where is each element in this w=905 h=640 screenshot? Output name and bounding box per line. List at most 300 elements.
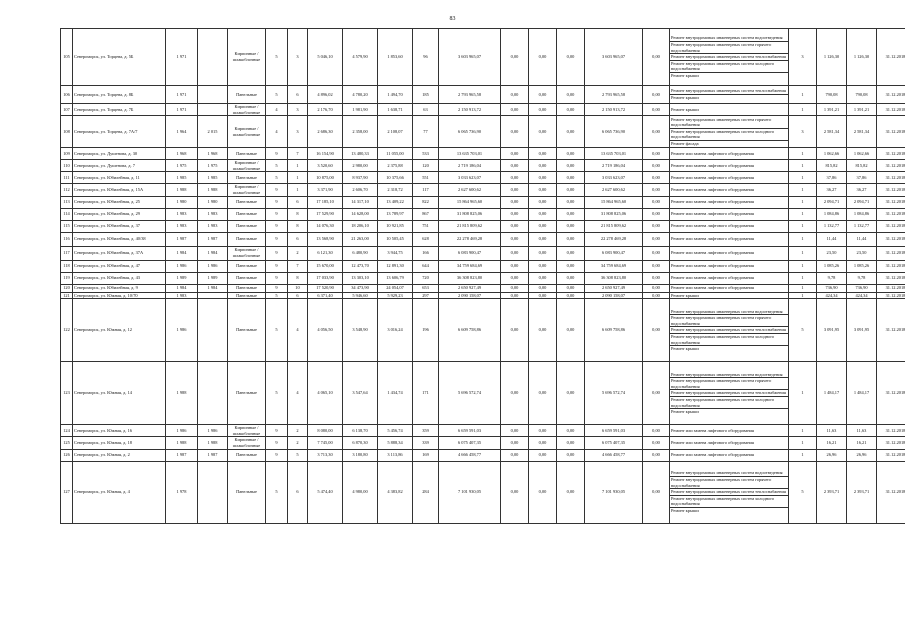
total-area: 13 568,90	[308, 232, 343, 246]
entrances-count: 8	[288, 272, 308, 284]
cost-owners: 2 719 186,04	[585, 160, 643, 172]
cost-local: 0,00	[557, 299, 585, 362]
renovation-year: 1 985	[198, 172, 228, 184]
cost-regional: 0,00	[529, 104, 557, 116]
entrances-count: 5	[288, 449, 308, 461]
cost-fund: 0,00	[501, 220, 529, 232]
cost-other: 0,00	[643, 272, 670, 284]
renovation-year: 1 984	[198, 246, 228, 260]
total-area: 8 080,00	[308, 425, 343, 437]
residents-count: 96	[413, 29, 439, 86]
entrances-count: 7	[288, 260, 308, 272]
address-cell: Североморск, ул. Южная, д. 2	[73, 449, 166, 461]
entrances-count: 4	[288, 299, 308, 362]
max-unit-cost: 1 062,66	[847, 148, 877, 160]
cost-owners: 31 808 825,06	[585, 208, 643, 220]
premises-area: 1 853,60	[378, 29, 413, 86]
unit-cost: 815,82	[817, 160, 847, 172]
renovation-year: 2 015	[198, 116, 228, 148]
unit-cost: 1 132,77	[817, 220, 847, 232]
cost-owners: 5 696 572,74	[585, 362, 643, 425]
address-cell: Североморск, ул. Южная, д. 12	[73, 299, 166, 362]
total-cost: 13 635 703,01	[439, 148, 501, 160]
cost-regional: 0,00	[529, 160, 557, 172]
row-number: 122	[61, 299, 73, 362]
works-count: 1	[789, 148, 817, 160]
entrances-count: 6	[288, 86, 308, 104]
premises-area: 10 375,66	[378, 172, 413, 184]
cost-local: 0,00	[557, 461, 585, 523]
living-area: 5 946,60	[343, 292, 378, 299]
works-count: 3	[789, 29, 817, 86]
work-item: Ремонт или замена лифтового оборудования	[671, 223, 754, 229]
renovation-year: 1 986	[198, 260, 228, 272]
row-number: 115	[61, 220, 73, 232]
work-item: Ремонт или замена лифтового оборудования	[671, 150, 754, 156]
total-area: 14 076,30	[308, 220, 343, 232]
address-cell: Североморск, ул. Южная, д. 16	[73, 425, 166, 437]
cost-local: 0,00	[557, 220, 585, 232]
works-count: 1	[789, 272, 817, 284]
table-row	[61, 425, 905, 437]
cost-other: 0,00	[643, 461, 670, 523]
cost-fund: 0,00	[501, 425, 529, 437]
construction-year: 1 980	[166, 196, 198, 208]
total-cost: 6 083 900,47	[439, 246, 501, 260]
entrances-count: 10	[288, 284, 308, 292]
unit-cost: 1 484,17	[817, 362, 847, 425]
cost-regional: 0,00	[529, 148, 557, 160]
residents-count: 63	[413, 104, 439, 116]
construction-year: 1 971	[166, 29, 198, 86]
cost-owners: 2 150 913,72	[585, 104, 643, 116]
completion-date: 31.12.2018	[877, 260, 905, 272]
total-cost: 22 278 469,28	[439, 232, 501, 246]
unit-cost: 1 084,86	[817, 208, 847, 220]
address-cell: Североморск, ул. Юбилейная, д. 25	[73, 196, 166, 208]
entrances-count: 3	[288, 116, 308, 148]
total-cost: 2 627 600,62	[439, 184, 501, 196]
cost-owners: 4 666 458,77	[585, 449, 643, 461]
wall-material: Панельные	[228, 449, 266, 461]
works-list	[670, 148, 789, 160]
cost-local: 0,00	[557, 246, 585, 260]
cost-local: 0,00	[557, 208, 585, 220]
max-unit-cost: 1 391,21	[847, 104, 877, 116]
residents-count: 551	[413, 172, 439, 184]
cost-owners: 6 065 736,90	[585, 116, 643, 148]
address-cell: Североморск, ул. Торцева, д. 7Б	[73, 104, 166, 116]
cost-local: 0,00	[557, 86, 585, 104]
completion-date: 31.12.2018	[877, 461, 905, 523]
wall-material: Панельные	[228, 284, 266, 292]
max-unit-cost: 424,34	[847, 292, 877, 299]
floors-count: 9	[266, 208, 288, 220]
residents-count: 166	[413, 246, 439, 260]
floors-count: 9	[266, 437, 288, 449]
work-item: Ремонт внутридомовых инженерных систем холодного водоснабжения	[670, 60, 788, 72]
works-count: 1	[789, 425, 817, 437]
construction-year: 1 984	[166, 246, 198, 260]
construction-year: 1 987	[166, 449, 198, 461]
floors-count: 5	[266, 461, 288, 523]
work-item: Ремонт или замена лифтового оборудования	[671, 162, 754, 168]
residents-count: 185	[413, 86, 439, 104]
cost-other: 0,00	[643, 104, 670, 116]
cost-local: 0,00	[557, 184, 585, 196]
total-area: 6 371,40	[308, 292, 343, 299]
wall-material: Панельные	[228, 299, 266, 362]
total-area: 17 033,90	[308, 272, 343, 284]
cost-local: 0,00	[557, 29, 585, 86]
premises-area: 11 055,00	[378, 148, 413, 160]
work-item: Ремонт внутридомовых инженерных систем теплоснабжения	[671, 88, 786, 94]
cost-regional: 0,00	[529, 292, 557, 299]
renovation-year: 1 983	[198, 208, 228, 220]
cost-owners: 6 083 900,47	[585, 246, 643, 260]
cost-local: 0,00	[557, 104, 585, 116]
completion-date: 31.12.2018	[877, 272, 905, 284]
total-area: 3 371,90	[308, 184, 343, 196]
living-area: 4 780,20	[343, 86, 378, 104]
work-item: Ремонт внутридомовых инженерных систем теплоснабжения	[670, 488, 788, 495]
premises-area: 2 375,88	[378, 160, 413, 172]
cost-local: 0,00	[557, 196, 585, 208]
total-cost: 6 075 407,35	[439, 437, 501, 449]
renovation-year: 1 983	[198, 220, 228, 232]
cost-fund: 0,00	[501, 246, 529, 260]
works-count: 1	[789, 86, 817, 104]
living-area: 18 206,10	[343, 220, 378, 232]
row-number: 110	[61, 160, 73, 172]
works-count: 1	[789, 196, 817, 208]
living-area: 34 473,90	[343, 284, 378, 292]
renovation-year	[198, 461, 228, 523]
cost-regional: 0,00	[529, 425, 557, 437]
max-unit-cost: 3 091,95	[847, 299, 877, 362]
wall-material: Панельные	[228, 86, 266, 104]
works-count: 1	[789, 220, 817, 232]
table-row	[61, 208, 905, 220]
floors-count: 9	[266, 425, 288, 437]
total-area: 2 686,30	[308, 116, 343, 148]
address-cell: Североморск, ул. Торцева, д. 8Б	[73, 86, 166, 104]
completion-date: 31.12.2018	[877, 196, 905, 208]
premises-area: 13 606,79	[378, 272, 413, 284]
wall-material: Панельные	[228, 148, 266, 160]
residents-count: 822	[413, 196, 439, 208]
premises-area: 12 891,30	[378, 260, 413, 272]
living-area: 14 317,10	[343, 196, 378, 208]
max-unit-cost: 1 484,17	[847, 362, 877, 425]
total-cost: 2 793 965,58	[439, 86, 501, 104]
entrances-count: 6	[288, 292, 308, 299]
completion-date: 31.12.2018	[877, 29, 905, 86]
construction-year: 1 988	[166, 184, 198, 196]
entrances-count: 1	[288, 172, 308, 184]
construction-year: 1 986	[166, 425, 198, 437]
cost-other: 0,00	[643, 220, 670, 232]
wall-material: Панельные	[228, 172, 266, 184]
total-cost: 31 808 825,06	[439, 208, 501, 220]
works-count: 1	[789, 208, 817, 220]
unit-cost: 37,86	[817, 172, 847, 184]
total-area: 5 474,40	[308, 461, 343, 523]
unit-cost: 9,78	[817, 272, 847, 284]
premises-area: 10 505,45	[378, 232, 413, 246]
construction-year: 1 985	[166, 172, 198, 184]
construction-year: 1 971	[166, 86, 198, 104]
cost-owners: 34 759 684,69	[585, 260, 643, 272]
living-area: 1 981,90	[343, 104, 378, 116]
premises-area: 13 789,97	[378, 208, 413, 220]
unit-cost: 36,27	[817, 184, 847, 196]
premises-area: 1 434,74	[378, 362, 413, 425]
address-cell: Североморск, ул. Юбилейная, д. 29	[73, 208, 166, 220]
work-item: Ремонт внутридомовых инженерных систем холодного водоснабжения	[670, 396, 788, 408]
living-area: 2 980,00	[343, 160, 378, 172]
construction-year: 1 971	[166, 104, 198, 116]
floors-count: 4	[266, 104, 288, 116]
row-number: 116	[61, 232, 73, 246]
total-area: 17 529,90	[308, 208, 343, 220]
row-number: 108	[61, 116, 73, 148]
total-cost: 36 308 823,80	[439, 272, 501, 284]
premises-area: 5 888,34	[378, 437, 413, 449]
work-item: Ремонт крыши	[670, 94, 788, 101]
cost-other: 0,00	[643, 260, 670, 272]
entrances-count: 6	[288, 196, 308, 208]
wall-material: Кирпичные / шлакоблочные	[228, 116, 266, 148]
living-area: 2 606,70	[343, 184, 378, 196]
completion-date: 31.12.2018	[877, 116, 905, 148]
works-list	[670, 220, 789, 232]
cost-other: 0,00	[643, 449, 670, 461]
table-row	[61, 172, 905, 184]
cost-regional: 0,00	[529, 208, 557, 220]
total-area: 16 154,90	[308, 148, 343, 160]
works-list	[670, 172, 789, 184]
cost-local: 0,00	[557, 362, 585, 425]
cost-local: 0,00	[557, 425, 585, 437]
renovation-year: 1 975	[198, 160, 228, 172]
living-area: 6 138,70	[343, 425, 378, 437]
premises-area: 2 108,07	[378, 116, 413, 148]
table-row	[61, 246, 905, 260]
works-count: 1	[789, 184, 817, 196]
unit-cost: 1 062,66	[817, 148, 847, 160]
works-list	[670, 292, 789, 299]
cost-local: 0,00	[557, 437, 585, 449]
cost-regional: 0,00	[529, 29, 557, 86]
address-cell: Североморск, ул. Южная, д. 4	[73, 461, 166, 523]
cost-owners: 2 090 158,07	[585, 292, 643, 299]
renovation-year: 1 980	[198, 196, 228, 208]
works-count: 5	[789, 461, 817, 523]
wall-material: Панельные	[228, 196, 266, 208]
cost-regional: 0,00	[529, 260, 557, 272]
works-list	[670, 284, 789, 292]
floors-count: 5	[266, 86, 288, 104]
cost-local: 0,00	[557, 260, 585, 272]
cost-fund: 0,00	[501, 362, 529, 425]
cost-local: 0,00	[557, 449, 585, 461]
unit-cost: 1 126,30	[817, 29, 847, 86]
table-row	[61, 232, 905, 246]
works-count: 1	[789, 437, 817, 449]
work-item: Ремонт внутридомовых инженерных систем водоотведения	[671, 470, 783, 476]
premises-area: 13 409,22	[378, 196, 413, 208]
row-number: 120	[61, 284, 73, 292]
work-item: Ремонт внутридомовых инженерных систем горячего водоснабжения	[670, 314, 788, 326]
row-number: 105	[61, 29, 73, 86]
cost-other: 0,00	[643, 425, 670, 437]
cost-other: 0,00	[643, 184, 670, 196]
cost-fund: 0,00	[501, 196, 529, 208]
total-cost: 6 065 736,90	[439, 116, 501, 148]
living-area: 6 870,30	[343, 437, 378, 449]
completion-date: 31.12.2018	[877, 292, 905, 299]
table-row	[61, 148, 905, 160]
work-item: Ремонт крыши	[671, 106, 699, 112]
premises-area: 1 494,70	[378, 86, 413, 104]
cost-owners: 2 793 965,58	[585, 86, 643, 104]
table-row	[61, 437, 905, 449]
total-cost: 21 815 809,62	[439, 220, 501, 232]
living-area: 8 937,90	[343, 172, 378, 184]
cost-fund: 0,00	[501, 172, 529, 184]
total-cost: 15 864 965,60	[439, 196, 501, 208]
work-item: Ремонт внутридомовых инженерных систем холодного водоснабжения	[670, 128, 788, 140]
living-area: 3 180,80	[343, 449, 378, 461]
cost-regional: 0,00	[529, 184, 557, 196]
floors-count: 9	[266, 272, 288, 284]
floors-count: 9	[266, 260, 288, 272]
entrances-count: 3	[288, 104, 308, 116]
works-count: 1	[789, 104, 817, 116]
max-unit-cost: 2 094,71	[847, 196, 877, 208]
cost-other: 0,00	[643, 246, 670, 260]
total-cost: 2 719 186,04	[439, 160, 501, 172]
cost-owners: 15 864 965,60	[585, 196, 643, 208]
total-cost: 34 759 684,69	[439, 260, 501, 272]
cost-fund: 0,00	[501, 116, 529, 148]
wall-material: Кирпичные / шлакоблочные	[228, 246, 266, 260]
residents-count: 751	[413, 220, 439, 232]
premises-area: 10 921,85	[378, 220, 413, 232]
cost-other: 0,00	[643, 208, 670, 220]
max-unit-cost: 16,21	[847, 437, 877, 449]
works-count: 1	[789, 160, 817, 172]
entrances-count: 4	[288, 362, 308, 425]
renovation-year: 1 984	[198, 284, 228, 292]
cost-other: 0,00	[643, 437, 670, 449]
cost-owners: 13 635 703,01	[585, 148, 643, 160]
address-cell: Североморск, ул. Юбилейная, д. 15А	[73, 184, 166, 196]
row-number: 126	[61, 449, 73, 461]
works-list	[670, 29, 789, 86]
work-item: Ремонт внутридомовых инженерных систем водоотведения	[671, 35, 783, 41]
wall-material: Панельные	[228, 232, 266, 246]
works-list	[670, 184, 789, 196]
address-cell: Североморск, ул. Торцева, д. 7А/7	[73, 116, 166, 148]
premises-area: 3 113,86	[378, 449, 413, 461]
work-item: Ремонт крыши	[671, 292, 699, 298]
unit-cost: 2 393,71	[817, 461, 847, 523]
completion-date: 31.12.2018	[877, 449, 905, 461]
row-number: 125	[61, 437, 73, 449]
cost-fund: 0,00	[501, 437, 529, 449]
cost-owners: 22 278 469,28	[585, 232, 643, 246]
total-area: 7 745,00	[308, 437, 343, 449]
floors-count: 5	[266, 29, 288, 86]
living-area: 14 628,00	[343, 208, 378, 220]
residents-count: 297	[413, 292, 439, 299]
row-number: 121	[61, 292, 73, 299]
wall-material: Кирпичные / шлакоблочные	[228, 437, 266, 449]
renovation-year	[198, 86, 228, 104]
residents-count: 171	[413, 362, 439, 425]
address-cell: Североморск, ул. Душенова, д. 30	[73, 148, 166, 160]
row-number: 111	[61, 172, 73, 184]
construction-year: 1 988	[166, 362, 198, 425]
cost-owners: 21 815 809,62	[585, 220, 643, 232]
entrances-count: 6	[288, 461, 308, 523]
total-area: 3 713,30	[308, 449, 343, 461]
work-item: Ремонт или замена лифтового оборудования	[671, 452, 754, 458]
cost-other: 0,00	[643, 284, 670, 292]
row-number: 127	[61, 461, 73, 523]
wall-material: Панельные	[228, 272, 266, 284]
cost-owners: 6 075 407,35	[585, 437, 643, 449]
floors-count: 9	[266, 220, 288, 232]
cost-other: 0,00	[643, 160, 670, 172]
living-area: 21 263,00	[343, 232, 378, 246]
floors-count: 5	[266, 160, 288, 172]
total-area: 4 896,02	[308, 86, 343, 104]
table-row	[61, 104, 905, 116]
cost-regional: 0,00	[529, 232, 557, 246]
unit-cost: 736,90	[817, 284, 847, 292]
cost-owners: 6 659 591,03	[585, 425, 643, 437]
unit-cost: 790,08	[817, 86, 847, 104]
residents-count: 196	[413, 299, 439, 362]
construction-year: 1 983	[166, 208, 198, 220]
total-area: 2 176,70	[308, 104, 343, 116]
premises-area: 5 456,74	[378, 425, 413, 437]
entrances-count: 7	[288, 148, 308, 160]
max-unit-cost: 2 393,71	[847, 461, 877, 523]
cost-other: 0,00	[643, 116, 670, 148]
residents-count: 653	[413, 284, 439, 292]
construction-year: 1 989	[166, 272, 198, 284]
works-count: 1	[789, 232, 817, 246]
cost-regional: 0,00	[529, 172, 557, 184]
address-cell: Североморск, ул. Южная, д. 18	[73, 437, 166, 449]
table-row	[61, 284, 905, 292]
cost-fund: 0,00	[501, 461, 529, 523]
premises-area: 5 929,23	[378, 292, 413, 299]
cost-owners: 36 308 823,80	[585, 272, 643, 284]
work-item: Ремонт крыши	[670, 72, 788, 79]
premises-area: 4 383,82	[378, 461, 413, 523]
cost-local: 0,00	[557, 148, 585, 160]
cost-regional: 0,00	[529, 284, 557, 292]
entrances-count: 8	[288, 208, 308, 220]
row-number: 123	[61, 362, 73, 425]
wall-material: Панельные	[228, 292, 266, 299]
total-area: 6 121,30	[308, 246, 343, 260]
